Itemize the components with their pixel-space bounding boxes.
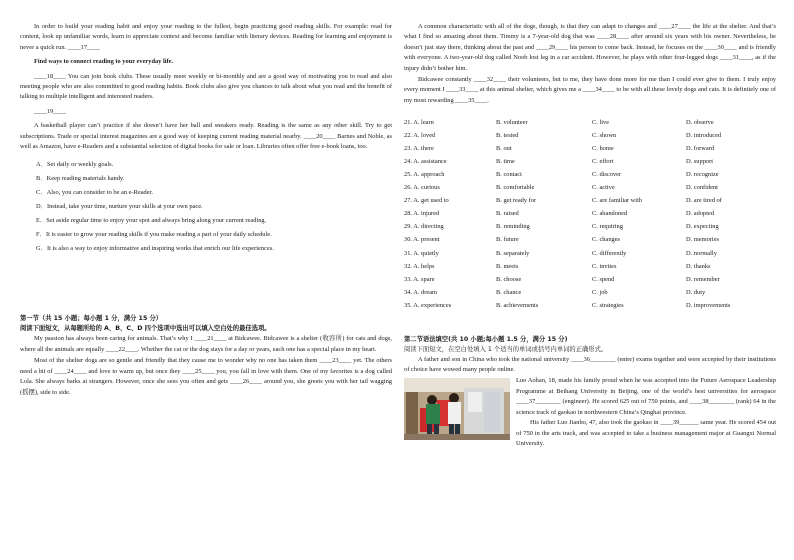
choice-cell: B. raised — [496, 210, 519, 218]
choice-cell: 30. A. present — [404, 236, 440, 244]
choice-cell: C. shown — [592, 131, 617, 139]
choice-cell: D. recognize — [686, 170, 719, 178]
choice-cell: C. spend — [592, 275, 615, 283]
choice-cell: B. comfortable — [496, 184, 535, 192]
section-2-title: 第二节语法填空(共 10 小题;每小题 1.5 分，满分 15 分) — [404, 335, 568, 343]
reading-subheading: Find ways to connect reading to your everyday life. — [34, 58, 174, 66]
choice-cell: D. forward — [686, 144, 715, 152]
choice-cell: B. achievements — [496, 301, 539, 309]
section-1-instructions: 阅读下面短文，从每题所给的 A、B、C、D 四个选项中选出可以填入空白处的最佳选项。 — [20, 325, 271, 333]
choice-row-24 — [404, 156, 776, 169]
choice-cell: B. contact — [496, 170, 522, 178]
cloze-paragraph-2: Most of the shelter dogs are so gentle and friendly that they cause me to wonder why no one has taken them ____23____ yet. The others need a bit of ____24____ and love to warm up, but once they ____25____ you, you fall in love with them. One of my favorites is a dog called Lola. She always barks at strangers. However, once she sees you often and gets ____26____ around you, she greets you with her tail wagging (摇摆), side to side. — [20, 357, 392, 396]
section-2-instructions: 阅读下面短文，在空白处填入 1 个适当的单词或括号内单词的正确形式。 — [404, 345, 608, 353]
choice-cell: B. out — [496, 144, 512, 152]
choice-row-26 — [404, 182, 776, 195]
choice-row-32 — [404, 260, 776, 273]
choice-cell: C. active — [592, 184, 615, 192]
choice-cell: 21. A. learn — [404, 118, 434, 126]
choice-cell: 27. A. get used to — [404, 197, 449, 205]
choice-cell: C. are familiar with — [592, 197, 643, 205]
choice-cell: C. invites — [592, 262, 617, 270]
choice-cell: C. discover — [592, 170, 622, 178]
choice-cell: C. requiring — [592, 223, 623, 231]
choice-row-35 — [404, 300, 776, 313]
choice-cell: C. job — [592, 288, 608, 296]
reading-paragraph-20: A basketball player can’t practice if she doesn’t have her ball and sneakers ready. Reading is the same as any other skill. Try to get subscriptions. Trade or special interest magazines are a good way of keeping current reading material nearby. ____20____ Barnes and Noble, as well as Amazon, have e-Readers and a substantial selection of digital books for sale or loan. Libraries often offer free e-book loans, too. — [20, 122, 392, 151]
choice-cell: B. chance — [496, 288, 522, 296]
choice-cell: D. memories — [686, 236, 720, 244]
choice-cell: 34. A. dream — [404, 288, 438, 296]
choice-cell: B. choose — [496, 275, 522, 283]
option-e: E．Set aside regular time to enjoy your spot and always bring along your current reading. — [36, 217, 267, 225]
choice-row-23 — [404, 142, 776, 155]
grammar-passage-with-photo — [404, 376, 776, 449]
choice-cell: 32. A. helps — [404, 262, 435, 270]
option-b: B．Keep reading materials handy. — [36, 175, 125, 183]
grammar-paragraph-1: A father and son in China who took the national university ____36________ (enter) exams together and were accepted by their institutions of choice have wowed many people online. — [404, 355, 776, 374]
choice-cell: D. improvements — [686, 301, 731, 309]
cloze-paragraph-4: Bidcawee constantly ____32____ their volunteers, but to me, they have done more for me than I could ever give to them. I truly enjoy every moment I ____33____ at this animal shelter, which gives me a ____34____ to be with all these lovely dogs and cats. It is definitely one of my most rewarding ____35____. — [404, 76, 776, 104]
cloze-paragraph-1: My passion has always been caring for animals. That’s why I ____21____ at Bidcawee. Bidcawee is a shelter (收容所) for cats and dogs, where all the animals are equally ____22____. Whether the cat or the dog stays for a day or years, each one has a special place in my heart. — [20, 335, 392, 353]
choice-cell: B. future — [496, 236, 519, 244]
choice-cell: 33. A. spare — [404, 275, 435, 283]
choice-cell: C. home — [592, 144, 614, 152]
grammar-paragraph-3: His father Luo Jianbo, 47, also took the gaokao in ____39______ same year. He scored 454 out of 750 in the arts track, and was accepted to take a business management major at Guangxi Normal University. — [516, 419, 776, 447]
choice-cell: 31. A. quietly — [404, 249, 439, 257]
choice-row-29 — [404, 221, 776, 234]
choice-cell: B. meets — [496, 262, 519, 270]
choice-row-30 — [404, 234, 776, 247]
grammar-paragraph-2: Luo Aohan, 18, made his family proud when he was accepted into the Future Aerospace Leadership Programme at Beihang University in Beijing, one of the world’s best universities for aerospace ____37________ (engineer). He scored 625 out of 750 points, and ____38________ (rank) 64 in the science track of gaokao in northwestern China’s Qinghai province. — [516, 377, 776, 416]
choice-cell: C. strategies — [592, 301, 624, 309]
choice-cell: 23. A. there — [404, 144, 434, 152]
option-g: G．It is also a way to enjoy informative and inspiring works that enrich our life experiences. — [36, 245, 274, 253]
choice-cell: B. separately — [496, 249, 530, 257]
choice-cell: D. expecting — [686, 223, 719, 231]
choice-cell: B. time — [496, 157, 515, 165]
choice-cell: B. volunteer — [496, 118, 528, 126]
answer-choices-table — [404, 116, 776, 312]
option-a: A．Set daily or weekly goals. — [36, 161, 114, 169]
choice-row-28 — [404, 208, 776, 221]
choice-row-22 — [404, 129, 776, 142]
choice-row-27 — [404, 195, 776, 208]
choice-cell: B. get ready for — [496, 197, 537, 205]
choice-cell: 24. A. assistance — [404, 157, 447, 165]
choice-row-25 — [404, 169, 776, 182]
choice-cell: D. observe — [686, 118, 714, 126]
choice-cell: 29. A. directing — [404, 223, 444, 231]
reading-intro-paragraph: In order to build your reading habit and enjoy your reading to the fullest, begin practicing good reading skills. For example: read for content, look up unfamiliar words, learn to appreciate context and become familiar with literary devices. Reading for learning and enjoyment is never a quick run. ____17____ — [20, 23, 392, 51]
reading-blank-19: ____19____ — [34, 107, 66, 115]
option-f: F．It is easier to grow your reading skills if you make reading a part of your daily schedule. — [36, 231, 272, 239]
cloze-paragraph-3: A common characteristic with all of the dogs, though, is that they can adapt to changes and ____27____ the life at the shelter. And that’s what I find so amazing about them. Timmy is a 7-year-old dog that was ____28____ after around six years with his owner. Nevertheless, he doesn’t just stay there, thinking about the past and ____29____ his person to come back. Instead, he focuses on the ____30____ and is friendly with everyone. A two-year-old dog called Noob lost leg in a car accident. However, he plays with other four-legged dogs ____31____, as if the injury didn’t bother him. — [404, 23, 776, 72]
reading-paragraph-18: ____18____ You can join book clubs. These usually meet weekly or bi-monthly and are a good way of motivating you to read and also meeting people who are also committed to good reading habits. Book clubs also give you chances to talk about what you read and the benefit of talking to multiple intelligent and interested readers. — [20, 72, 392, 101]
choice-cell: C. changes — [592, 236, 621, 244]
section-1-title: 第一节（共 15 小题；每小题 1 分，满分 15 分） — [20, 315, 163, 323]
choice-cell: C. live — [592, 118, 610, 126]
choice-cell: D. confident — [686, 184, 718, 192]
left-column — [20, 22, 392, 402]
right-column — [404, 22, 776, 449]
choice-row-31 — [404, 247, 776, 260]
choice-cell: 22. A. loved — [404, 131, 436, 139]
choice-cell: 28. A. injured — [404, 210, 440, 218]
choice-cell: D. duty — [686, 288, 706, 296]
choice-cell: 25. A. approach — [404, 170, 445, 178]
photo-image — [404, 378, 510, 440]
choice-cell: D. thanks — [686, 262, 711, 270]
choice-cell: C. effort — [592, 157, 614, 165]
choice-cell: D. support — [686, 157, 713, 165]
choice-cell: 26. A. curious — [404, 184, 440, 192]
choice-row-21 — [404, 116, 776, 129]
choice-row-33 — [404, 273, 776, 286]
option-c: C．Also, you can consider to be an e-Reader. — [36, 189, 153, 197]
father-son-photo — [404, 378, 510, 440]
option-d: D．Instead, take your time, nurture your skills at your own pace. — [36, 203, 203, 211]
choice-cell: C. abandoned — [592, 210, 628, 218]
choice-cell: D. adopted — [686, 210, 715, 218]
choice-cell: 35. A. experiences — [404, 301, 452, 309]
choice-cell: B. tested — [496, 131, 519, 139]
choice-cell: D. remember — [686, 275, 720, 283]
choice-row-34 — [404, 286, 776, 299]
choice-cell: B. reminding — [496, 223, 530, 231]
choice-cell: D. normally — [686, 249, 717, 257]
choice-cell: D. are tired of — [686, 197, 722, 205]
choice-cell: C. differently — [592, 249, 627, 257]
choice-cell: D. introduced — [686, 131, 722, 139]
